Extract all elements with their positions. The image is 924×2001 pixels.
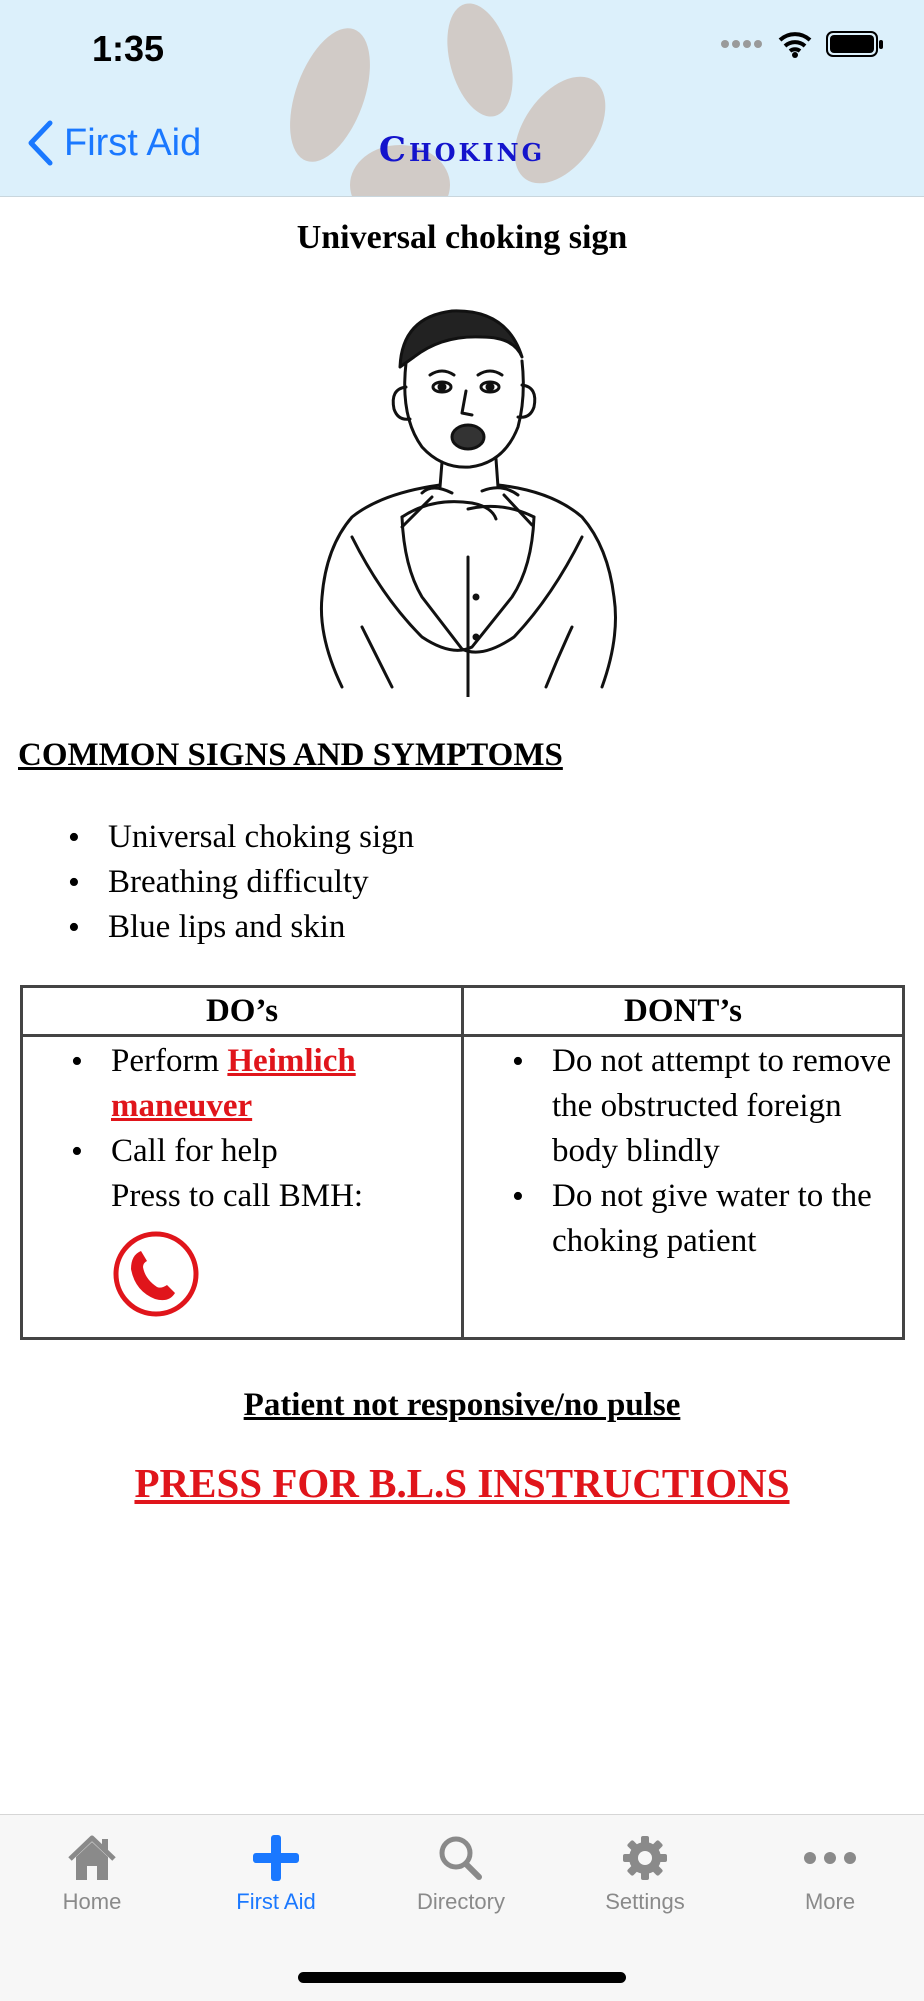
call-bmh-phone-button[interactable] [111, 1229, 201, 1319]
donts-list [464, 1037, 902, 1264]
no-pulse-heading: Patient not responsive/no pulse [243, 1387, 681, 1423]
donts-cell [463, 1036, 904, 1339]
navigation-header [0, 0, 924, 197]
list-item: • Blue lips and skin [60, 905, 414, 950]
tab-label: Settings [605, 1889, 685, 1914]
dos-cell [22, 1036, 463, 1339]
battery-icon [826, 30, 884, 58]
plus-icon [250, 1833, 302, 1883]
list-item: • Breathing difficulty [60, 860, 414, 905]
press-to-call-text: Press to call BMH: [111, 1178, 364, 1214]
list-item: • Universal choking sign [60, 815, 414, 860]
tab-label: Directory [416, 1889, 505, 1914]
page-title: Choking [378, 130, 546, 170]
tab-label: More [804, 1889, 856, 1914]
article-content [0, 197, 924, 1814]
donts-header: DONT’s [463, 987, 904, 1036]
dos-list [23, 1037, 461, 1219]
perform-text: Perform [111, 1043, 228, 1079]
image-caption: Universal choking sign [296, 219, 628, 256]
tab-first-aid[interactable] [201, 1833, 351, 1915]
wifi-icon [778, 30, 812, 58]
cellular-signal-icon [720, 38, 764, 50]
house-icon [66, 1833, 118, 1883]
search-icon [435, 1833, 487, 1883]
back-button-label: First Aid [64, 121, 202, 164]
heimlich-maneuver-link[interactable]: Heimlich maneuver [111, 1043, 356, 1124]
ellipsis-icon [800, 1833, 860, 1883]
home-indicator [298, 1972, 626, 1983]
dos-header: DO’s [22, 987, 463, 1036]
tab-settings[interactable] [570, 1833, 720, 1915]
tab-home[interactable] [17, 1833, 167, 1915]
list-item: • Do not give water to the choking patient [464, 1174, 902, 1264]
tab-directory[interactable] [386, 1833, 536, 1915]
bls-instructions-link[interactable]: PRESS FOR B.L.S INSTRUCTIONS [134, 1460, 790, 1506]
tab-label: Home [62, 1889, 122, 1914]
tab-more[interactable] [755, 1833, 905, 1915]
call-help-text: Call for help [111, 1133, 278, 1169]
list-item [23, 1039, 461, 1129]
symptoms-list [60, 815, 414, 950]
list-item [23, 1129, 461, 1219]
tab-label: First Aid [236, 1889, 316, 1914]
status-time: 1:35 [92, 28, 165, 69]
status-icons [720, 30, 884, 58]
choking-sign-illustration [282, 297, 642, 697]
dos-donts-table [20, 985, 905, 1340]
list-item: • Do not attempt to remove the obstructed foreign body blindly [464, 1039, 902, 1174]
section-heading: COMMON SIGNS AND SYMPTOMS [18, 737, 563, 773]
gear-icon [619, 1833, 671, 1883]
